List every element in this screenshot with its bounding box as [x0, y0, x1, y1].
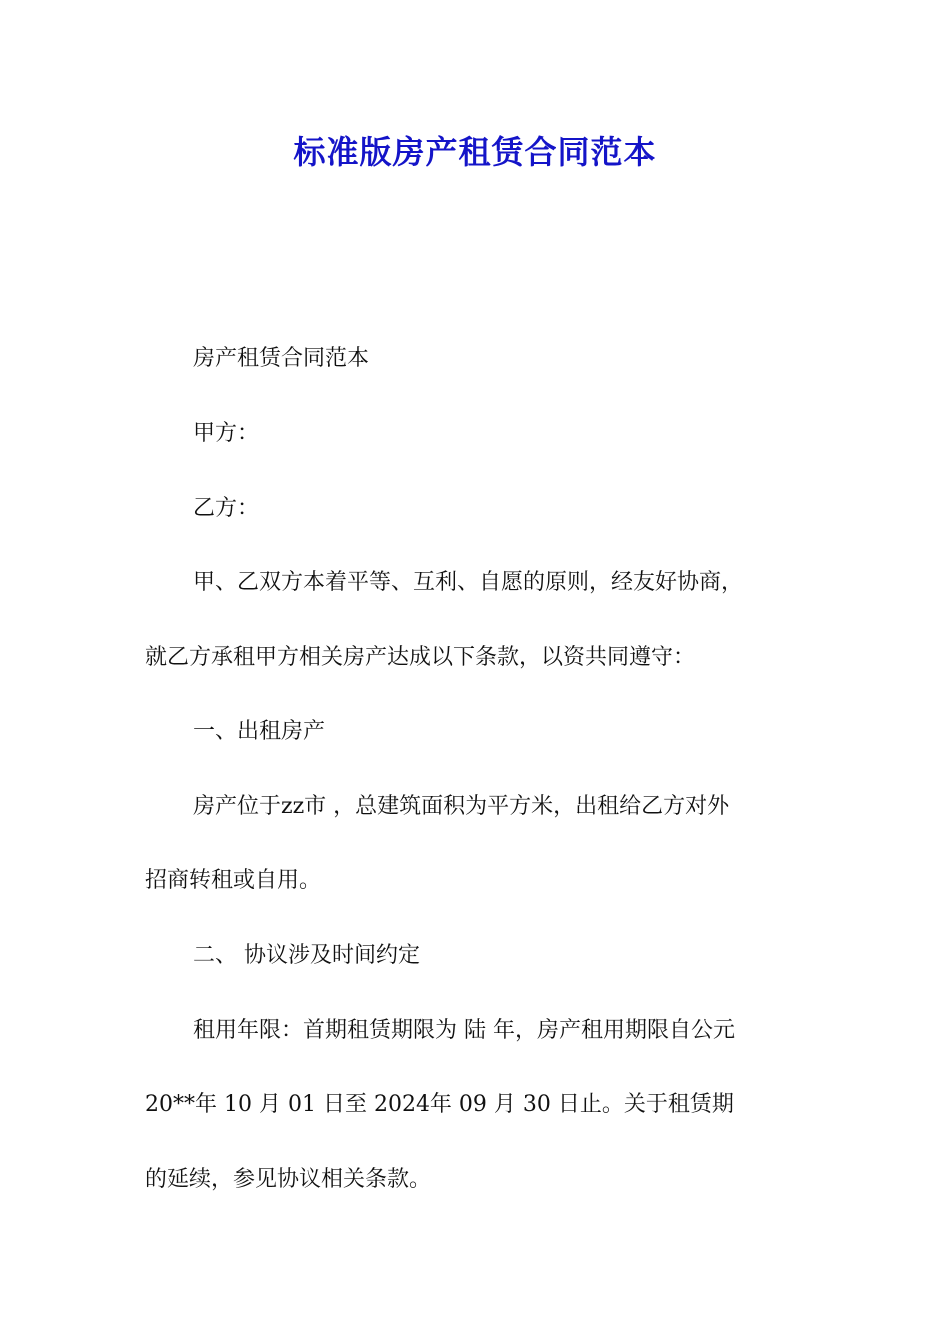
section-1-line-1: 房产位于zz市 ，总建筑面积为平方米，出租给乙方对外: [193, 794, 730, 819]
preamble-line-1: 甲、乙双方本着平等、互利、自愿的原则，经友好协商，: [193, 570, 744, 595]
party-b-line: 乙方：: [193, 496, 260, 521]
section-1-line-2: 招商转租或自用。: [145, 868, 322, 893]
section-2-line-2: 20**年 10 月 01 日至 2024年 09 月 30 日止。关于租赁期: [145, 1092, 734, 1117]
preamble-line-2: 就乙方承租甲方相关房产达成以下条款，以资共同遵守：: [145, 645, 696, 670]
document-title: 标准版房产租赁合同范本: [293, 133, 657, 171]
section-2-line-1: 租用年限：首期租赁期限为 陆 年，房产租用期限自公元: [193, 1018, 735, 1043]
party-a-line: 甲方：: [193, 421, 260, 446]
section-1-heading: 一、出租房产: [193, 719, 326, 744]
section-2-heading: 二、 协议涉及时间约定: [193, 943, 420, 968]
subtitle-line: 房产租赁合同范本: [193, 346, 370, 371]
section-2-line-3: 的延续，参见协议相关条款。: [145, 1167, 432, 1192]
